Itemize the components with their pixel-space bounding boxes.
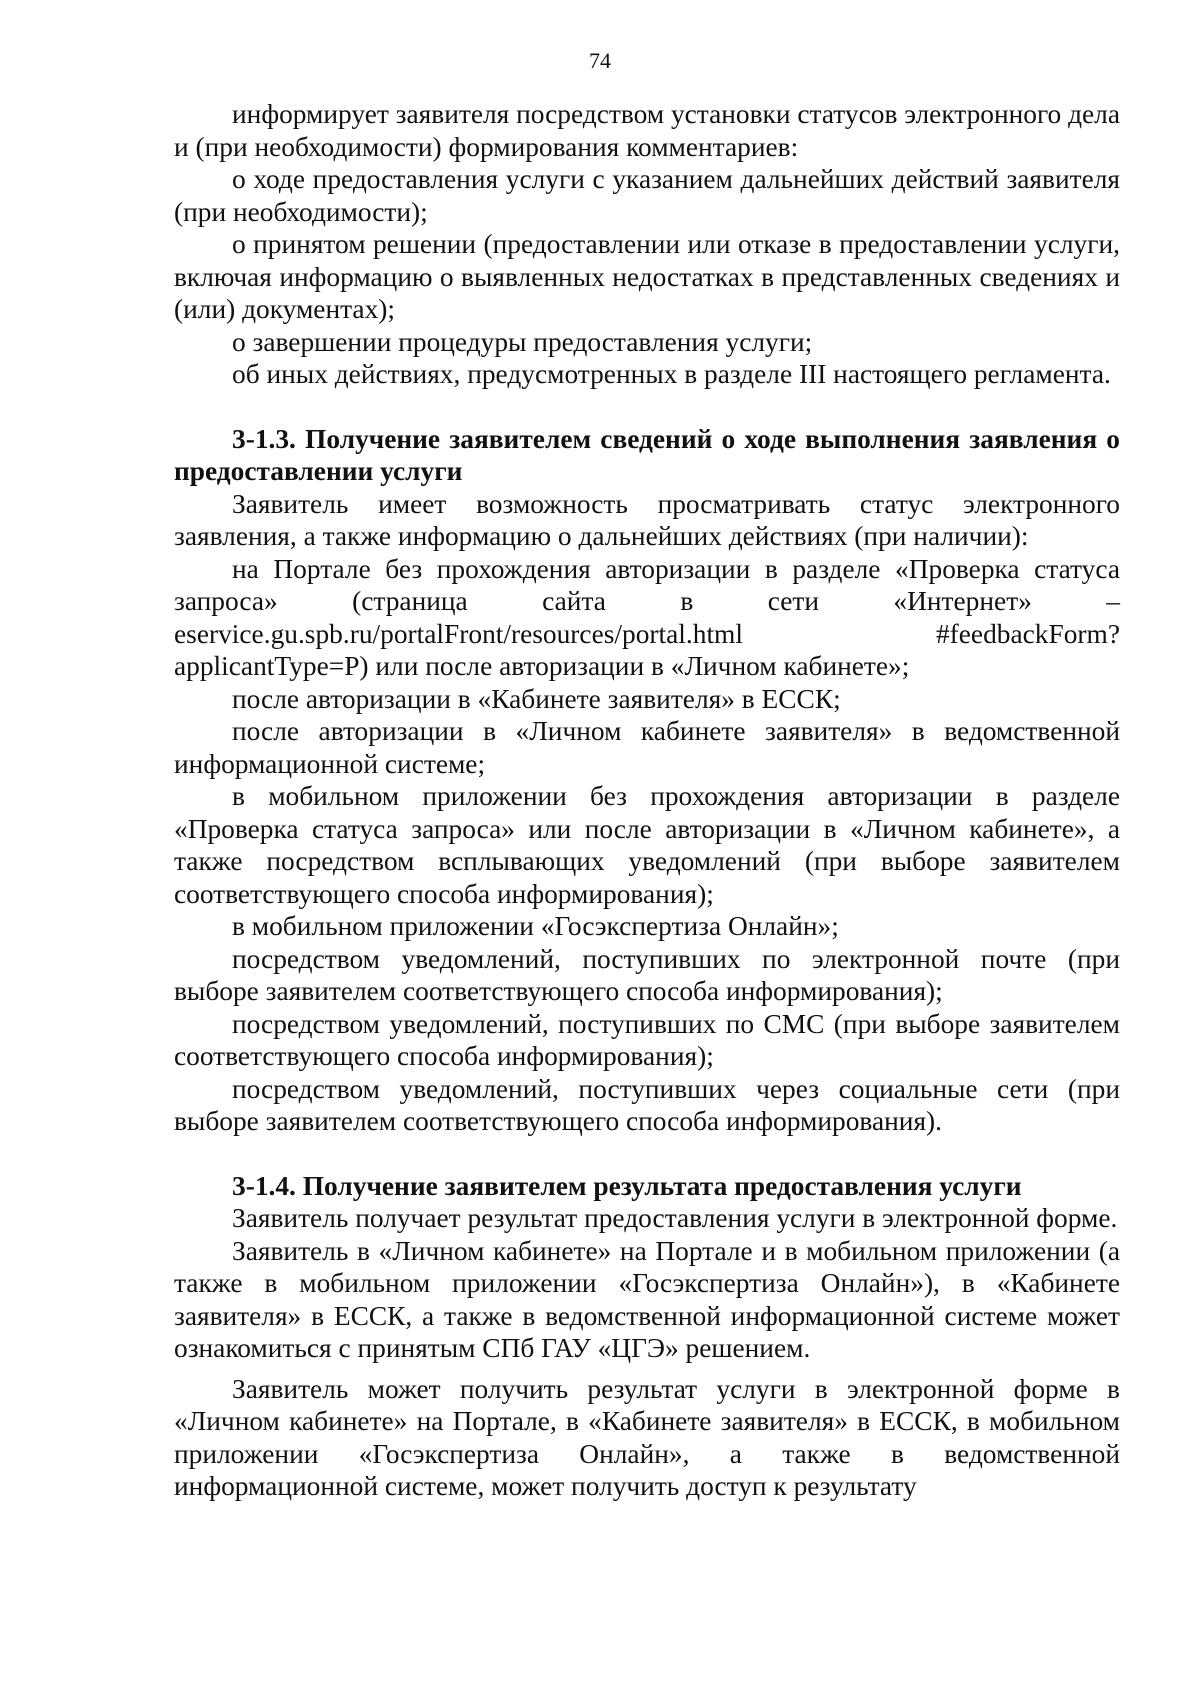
list-item-progress: о ходе предоставления услуги с указанием дальнейших действий заявителя (при необходимости); (174, 164, 1120, 227)
paragraph-result-receive: Заявитель может получить результат услуги в электронной форме в «Личном кабинете» на Портале, в «Кабинете заявителя» в ЕССК, в мобильном приложении «Госэкспертиза Онлайн», а также в ведомственной информационной системе, может получить доступ к результату (174, 1373, 1120, 1501)
list-item-gosexpertiza-app: в мобильном приложении «Госэкспертиза Онлайн»; (232, 911, 839, 941)
paragraph-result-electronic: Заявитель получает результат предоставления услуги в электронной форме. (232, 1203, 1118, 1233)
list-item-email: посредством уведомлений, поступивших по электронной почте (при выборе заявителем соответствующего способа информирования); (174, 943, 1120, 1006)
list-item-sms: посредством уведомлений, поступивших по СМС (при выборе заявителем соответствующего способа информирования); (174, 1008, 1120, 1071)
list-item-departmental-system: после авторизации в «Личном кабинете заявителя» в ведомственной информационной системе; (174, 716, 1120, 779)
list-item-other-actions: об иных действиях, предусмотренных в разделе III настоящего регламента. (232, 359, 1111, 389)
list-item-social: посредством уведомлений, поступивших через социальные сети (при выборе заявителем соответствующего способа информирования). (174, 1073, 1120, 1136)
page-number: 74 (589, 48, 611, 73)
list-item-completion: о завершении процедуры предоставления услуги; (232, 326, 813, 357)
paragraph-result-review: Заявитель в «Личном кабинете» на Портале и в мобильном приложении (а также в мобильном приложении «Госэкспертиза Онлайн»), в «Кабинете заявителя» в ЕССК, а также в ведомственной информационной системе может ознакомиться с принятым СПб ГАУ «ЦГЭ» решением. (174, 1235, 1120, 1363)
list-item-mobile-app: в мобильном приложении без прохождения авторизации в разделе «Проверка статуса запроса» или после авторизации в «Личном кабинете», а также посредством всплывающих уведомлений (при выборе заявителем соответствующего способа информирования); (174, 781, 1120, 909)
paragraph-status-view: Заявитель имеет возможность просматривать статус электронного заявления, а также информацию о дальнейших действиях (при наличии): (174, 488, 1120, 551)
list-item-decision: о принятом решении (предоставлении или отказе в предоставлении услуги, включая информацию о выявленных недостатках в представленных сведениях и (или) документах); (174, 229, 1120, 324)
paragraph-intro: информирует заявителя посредством установки статусов электронного дела и (при необходимости) формирования комментариев: (174, 99, 1120, 162)
section-heading-3-1-3: 3-1.3. Получение заявителем сведений о ходе выполнения заявления о предоставлении услуги (174, 423, 1120, 486)
list-item-essk: после авторизации в «Кабинете заявителя» в ЕССК; (232, 683, 841, 714)
document-body (174, 98, 1120, 1503)
list-item-portal: на Портале без прохождения авторизации в разделе «Проверка статуса запроса» (страница сайта в сети «Интернет» – eservice.gu.spb.ru/portalFront/resources/portal.html #feedbackForm?applicantType=P) или после авторизации в «Личном кабинете»; (174, 553, 1120, 681)
section-heading-3-1-4: 3-1.4. Получение заявителем результата предоставления услуги (232, 1170, 1022, 1201)
